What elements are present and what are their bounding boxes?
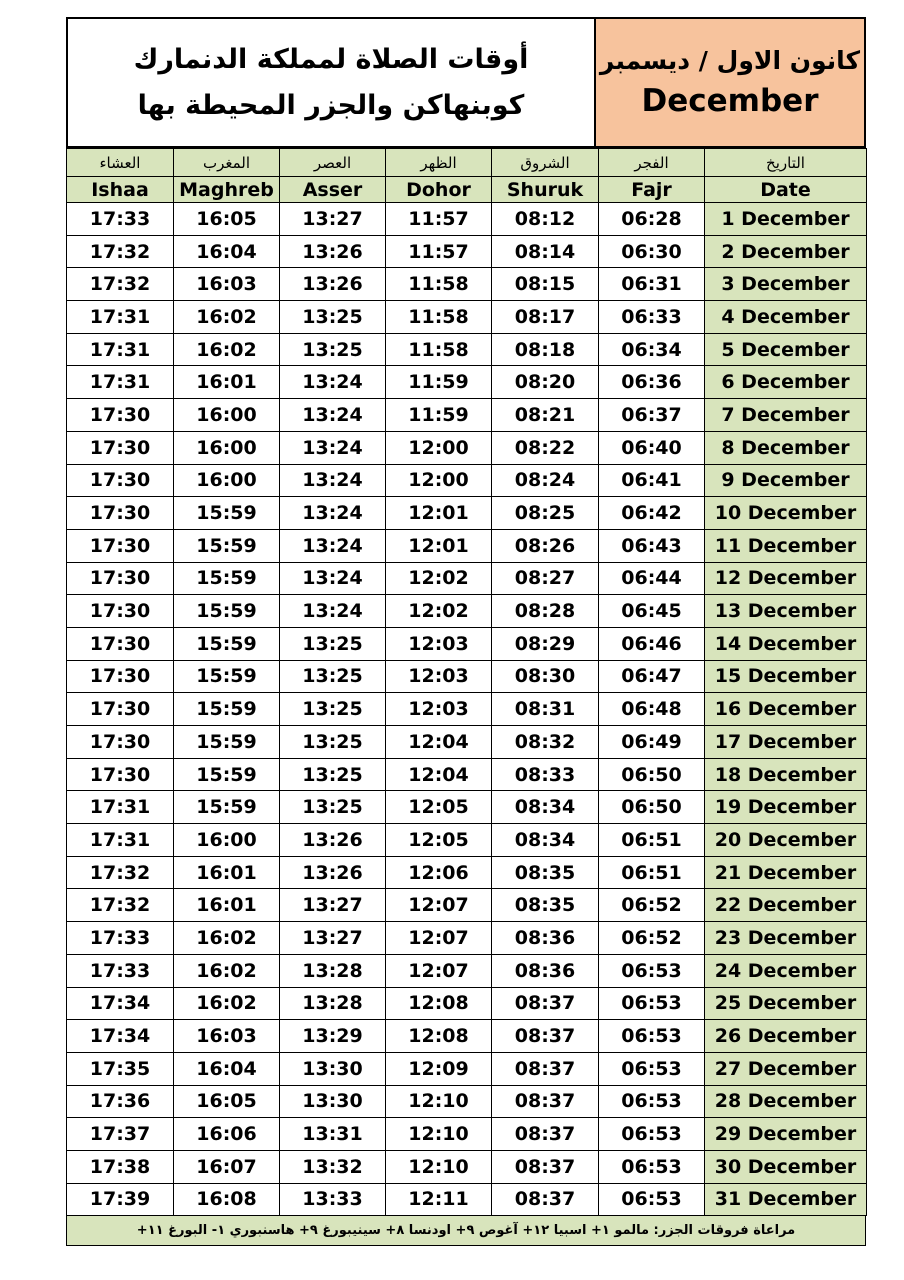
- time-cell: 15:59: [174, 497, 280, 530]
- date-cell: 7 December: [705, 399, 867, 432]
- time-cell: 13:24: [280, 366, 386, 399]
- time-cell: 15:59: [174, 627, 280, 660]
- time-cell: 06:53: [599, 1183, 705, 1216]
- time-cell: 06:28: [599, 203, 705, 236]
- time-cell: 12:03: [386, 693, 492, 726]
- time-cell: 08:12: [492, 203, 599, 236]
- month-english: December: [641, 82, 819, 119]
- time-cell: 08:32: [492, 726, 599, 759]
- table-row: [67, 1183, 867, 1216]
- time-cell: 06:50: [599, 758, 705, 791]
- column-header-ar: التاريخ: [705, 149, 867, 177]
- time-cell: 08:37: [492, 1085, 599, 1118]
- time-cell: 06:53: [599, 1020, 705, 1053]
- time-cell: 12:03: [386, 660, 492, 693]
- time-cell: 08:17: [492, 301, 599, 334]
- table-row: [67, 889, 867, 922]
- date-cell: 18 December: [705, 758, 867, 791]
- time-cell: 12:00: [386, 464, 492, 497]
- time-cell: 11:59: [386, 399, 492, 432]
- time-cell: 06:33: [599, 301, 705, 334]
- time-cell: 17:30: [67, 464, 174, 497]
- time-cell: 16:06: [174, 1118, 280, 1151]
- time-cell: 17:32: [67, 235, 174, 268]
- time-cell: 08:37: [492, 987, 599, 1020]
- time-cell: 17:32: [67, 268, 174, 301]
- date-cell: 12 December: [705, 562, 867, 595]
- time-cell: 16:03: [174, 268, 280, 301]
- time-cell: 12:01: [386, 497, 492, 530]
- time-cell: 17:31: [67, 301, 174, 334]
- time-cell: 15:59: [174, 660, 280, 693]
- time-cell: 08:37: [492, 1118, 599, 1151]
- time-cell: 13:26: [280, 824, 386, 857]
- table-row: [67, 693, 867, 726]
- time-cell: 13:32: [280, 1150, 386, 1183]
- time-cell: 08:33: [492, 758, 599, 791]
- time-cell: 12:10: [386, 1118, 492, 1151]
- table-row: [67, 529, 867, 562]
- time-cell: 08:14: [492, 235, 599, 268]
- time-cell: 12:11: [386, 1183, 492, 1216]
- time-cell: 06:53: [599, 1118, 705, 1151]
- month-arabic: كانون الاول / ديسمبر: [599, 45, 861, 75]
- time-cell: 13:24: [280, 399, 386, 432]
- time-cell: 17:34: [67, 1020, 174, 1053]
- time-cell: 11:59: [386, 366, 492, 399]
- month-box: [596, 19, 864, 146]
- time-cell: 17:30: [67, 693, 174, 726]
- time-cell: 13:25: [280, 758, 386, 791]
- arabic-header-row: [67, 149, 867, 177]
- time-cell: 13:25: [280, 627, 386, 660]
- time-cell: 17:32: [67, 856, 174, 889]
- column-header-en: Fajr: [599, 177, 705, 203]
- column-header-en: Shuruk: [492, 177, 599, 203]
- time-cell: 12:10: [386, 1150, 492, 1183]
- time-cell: 13:33: [280, 1183, 386, 1216]
- time-cell: 12:00: [386, 431, 492, 464]
- date-cell: 31 December: [705, 1183, 867, 1216]
- column-header-en: Maghreb: [174, 177, 280, 203]
- table-row: [67, 366, 867, 399]
- table-row: [67, 856, 867, 889]
- time-cell: 13:25: [280, 301, 386, 334]
- time-cell: 08:37: [492, 1150, 599, 1183]
- time-cell: 13:30: [280, 1052, 386, 1085]
- time-cell: 08:34: [492, 824, 599, 857]
- time-cell: 06:40: [599, 431, 705, 464]
- date-cell: 5 December: [705, 333, 867, 366]
- time-cell: 15:59: [174, 791, 280, 824]
- table-row: [67, 595, 867, 628]
- time-cell: 12:07: [386, 954, 492, 987]
- time-cell: 16:00: [174, 431, 280, 464]
- table-row: [67, 791, 867, 824]
- time-cell: 06:47: [599, 660, 705, 693]
- time-cell: 12:05: [386, 824, 492, 857]
- time-cell: 13:26: [280, 235, 386, 268]
- time-cell: 06:53: [599, 1085, 705, 1118]
- time-cell: 16:02: [174, 987, 280, 1020]
- time-cell: 13:25: [280, 660, 386, 693]
- date-cell: 21 December: [705, 856, 867, 889]
- time-cell: 13:25: [280, 791, 386, 824]
- date-cell: 25 December: [705, 987, 867, 1020]
- time-cell: 11:58: [386, 301, 492, 334]
- time-cell: 08:20: [492, 366, 599, 399]
- time-cell: 16:00: [174, 824, 280, 857]
- date-cell: 8 December: [705, 431, 867, 464]
- time-cell: 17:30: [67, 660, 174, 693]
- date-cell: 22 December: [705, 889, 867, 922]
- column-header-ar: العصر: [280, 149, 386, 177]
- table-row: [67, 399, 867, 432]
- time-cell: 13:24: [280, 464, 386, 497]
- time-cell: 08:15: [492, 268, 599, 301]
- table-row: [67, 1150, 867, 1183]
- time-cell: 17:37: [67, 1118, 174, 1151]
- table-row: [67, 562, 867, 595]
- title-line-1: أوقات الصلاة لمملكة الدنمارك: [133, 43, 529, 75]
- time-cell: 13:28: [280, 987, 386, 1020]
- time-cell: 17:30: [67, 529, 174, 562]
- date-cell: 23 December: [705, 922, 867, 955]
- time-cell: 11:57: [386, 203, 492, 236]
- time-cell: 12:06: [386, 856, 492, 889]
- time-cell: 06:53: [599, 1052, 705, 1085]
- time-cell: 17:33: [67, 922, 174, 955]
- time-cell: 13:29: [280, 1020, 386, 1053]
- column-header-ar: الظهر: [386, 149, 492, 177]
- time-cell: 17:38: [67, 1150, 174, 1183]
- time-cell: 13:24: [280, 595, 386, 628]
- prayer-times-sheet: [66, 17, 866, 1246]
- time-cell: 12:08: [386, 1020, 492, 1053]
- date-cell: 26 December: [705, 1020, 867, 1053]
- time-cell: 06:52: [599, 922, 705, 955]
- time-cell: 16:02: [174, 301, 280, 334]
- date-cell: 4 December: [705, 301, 867, 334]
- table-row: [67, 824, 867, 857]
- time-cell: 06:44: [599, 562, 705, 595]
- time-cell: 12:05: [386, 791, 492, 824]
- table-row: [67, 464, 867, 497]
- time-cell: 12:02: [386, 595, 492, 628]
- time-cell: 16:04: [174, 235, 280, 268]
- time-cell: 12:02: [386, 562, 492, 595]
- time-cell: 17:31: [67, 791, 174, 824]
- table-row: [67, 203, 867, 236]
- time-cell: 06:30: [599, 235, 705, 268]
- time-cell: 16:01: [174, 856, 280, 889]
- table-row: [67, 333, 867, 366]
- time-cell: 16:05: [174, 203, 280, 236]
- footer-note: مراعاة فروقات الجزر: مالمو ١+ اسبيا ١٢+ آغوص ٩+ اودنسا ٨+ سينيبورغ ٩+ هاسنبوري ١- البورغ ١١+: [66, 1216, 866, 1246]
- time-cell: 13:24: [280, 497, 386, 530]
- date-cell: 14 December: [705, 627, 867, 660]
- time-cell: 17:30: [67, 497, 174, 530]
- time-cell: 15:59: [174, 726, 280, 759]
- time-cell: 08:21: [492, 399, 599, 432]
- date-cell: 30 December: [705, 1150, 867, 1183]
- time-cell: 17:30: [67, 726, 174, 759]
- time-cell: 08:25: [492, 497, 599, 530]
- time-cell: 13:26: [280, 268, 386, 301]
- time-cell: 17:35: [67, 1052, 174, 1085]
- table-row: [67, 1118, 867, 1151]
- time-cell: 06:53: [599, 1150, 705, 1183]
- time-cell: 13:27: [280, 922, 386, 955]
- time-cell: 16:02: [174, 333, 280, 366]
- time-cell: 08:18: [492, 333, 599, 366]
- time-cell: 13:25: [280, 333, 386, 366]
- time-cell: 08:37: [492, 1052, 599, 1085]
- time-cell: 06:45: [599, 595, 705, 628]
- time-cell: 06:46: [599, 627, 705, 660]
- time-cell: 08:36: [492, 954, 599, 987]
- table-row: [67, 758, 867, 791]
- time-cell: 16:05: [174, 1085, 280, 1118]
- column-header-ar: العشاء: [67, 149, 174, 177]
- column-header-en: Ishaa: [67, 177, 174, 203]
- table-row: [67, 726, 867, 759]
- time-cell: 12:01: [386, 529, 492, 562]
- time-cell: 13:28: [280, 954, 386, 987]
- time-cell: 17:31: [67, 824, 174, 857]
- time-cell: 16:01: [174, 889, 280, 922]
- time-cell: 13:31: [280, 1118, 386, 1151]
- time-cell: 06:43: [599, 529, 705, 562]
- title-box: [68, 19, 596, 146]
- time-cell: 08:27: [492, 562, 599, 595]
- time-cell: 13:25: [280, 726, 386, 759]
- time-cell: 08:28: [492, 595, 599, 628]
- time-cell: 06:42: [599, 497, 705, 530]
- time-cell: 16:08: [174, 1183, 280, 1216]
- column-header-ar: الشروق: [492, 149, 599, 177]
- date-cell: 11 December: [705, 529, 867, 562]
- time-cell: 08:37: [492, 1020, 599, 1053]
- time-cell: 17:30: [67, 627, 174, 660]
- date-cell: 27 December: [705, 1052, 867, 1085]
- date-cell: 1 December: [705, 203, 867, 236]
- time-cell: 08:37: [492, 1183, 599, 1216]
- time-cell: 08:24: [492, 464, 599, 497]
- time-cell: 13:24: [280, 562, 386, 595]
- prayer-times-table: [66, 148, 867, 1216]
- date-cell: 13 December: [705, 595, 867, 628]
- time-cell: 17:31: [67, 333, 174, 366]
- date-cell: 10 December: [705, 497, 867, 530]
- time-cell: 06:51: [599, 824, 705, 857]
- time-cell: 12:09: [386, 1052, 492, 1085]
- time-cell: 06:34: [599, 333, 705, 366]
- time-cell: 06:36: [599, 366, 705, 399]
- english-header-row: [67, 177, 867, 203]
- table-row: [67, 660, 867, 693]
- time-cell: 13:25: [280, 693, 386, 726]
- time-cell: 08:34: [492, 791, 599, 824]
- time-cell: 13:27: [280, 203, 386, 236]
- date-cell: 28 December: [705, 1085, 867, 1118]
- time-cell: 08:29: [492, 627, 599, 660]
- table-row: [67, 431, 867, 464]
- time-cell: 16:04: [174, 1052, 280, 1085]
- time-cell: 08:36: [492, 922, 599, 955]
- time-cell: 13:30: [280, 1085, 386, 1118]
- time-cell: 08:26: [492, 529, 599, 562]
- date-cell: 6 December: [705, 366, 867, 399]
- time-cell: 11:58: [386, 268, 492, 301]
- time-cell: 06:37: [599, 399, 705, 432]
- time-cell: 17:39: [67, 1183, 174, 1216]
- time-cell: 17:32: [67, 889, 174, 922]
- time-cell: 15:59: [174, 562, 280, 595]
- time-cell: 06:51: [599, 856, 705, 889]
- date-cell: 20 December: [705, 824, 867, 857]
- time-cell: 06:52: [599, 889, 705, 922]
- time-cell: 13:24: [280, 529, 386, 562]
- column-header-en: Asser: [280, 177, 386, 203]
- date-cell: 17 December: [705, 726, 867, 759]
- table-row: [67, 268, 867, 301]
- time-cell: 16:00: [174, 464, 280, 497]
- date-cell: 16 December: [705, 693, 867, 726]
- time-cell: 12:10: [386, 1085, 492, 1118]
- time-cell: 17:30: [67, 758, 174, 791]
- time-cell: 16:03: [174, 1020, 280, 1053]
- time-cell: 15:59: [174, 693, 280, 726]
- time-cell: 13:24: [280, 431, 386, 464]
- table-row: [67, 301, 867, 334]
- table-row: [67, 497, 867, 530]
- table-row: [67, 1020, 867, 1053]
- time-cell: 16:01: [174, 366, 280, 399]
- time-cell: 08:31: [492, 693, 599, 726]
- time-cell: 06:41: [599, 464, 705, 497]
- date-cell: 15 December: [705, 660, 867, 693]
- time-cell: 12:07: [386, 922, 492, 955]
- sheet-header: [66, 17, 866, 148]
- date-cell: 2 December: [705, 235, 867, 268]
- time-cell: 17:36: [67, 1085, 174, 1118]
- time-cell: 17:34: [67, 987, 174, 1020]
- time-cell: 17:30: [67, 431, 174, 464]
- date-cell: 19 December: [705, 791, 867, 824]
- time-cell: 11:57: [386, 235, 492, 268]
- time-cell: 12:04: [386, 758, 492, 791]
- date-cell: 24 December: [705, 954, 867, 987]
- time-cell: 17:30: [67, 399, 174, 432]
- time-cell: 13:26: [280, 856, 386, 889]
- time-cell: 16:02: [174, 954, 280, 987]
- time-cell: 11:58: [386, 333, 492, 366]
- time-cell: 15:59: [174, 529, 280, 562]
- table-row: [67, 627, 867, 660]
- date-cell: 9 December: [705, 464, 867, 497]
- column-header-ar: الفجر: [599, 149, 705, 177]
- time-cell: 17:30: [67, 562, 174, 595]
- column-header-en: Date: [705, 177, 867, 203]
- column-header-en: Dohor: [386, 177, 492, 203]
- time-cell: 17:31: [67, 366, 174, 399]
- time-cell: 06:50: [599, 791, 705, 824]
- time-cell: 12:08: [386, 987, 492, 1020]
- time-cell: 08:22: [492, 431, 599, 464]
- time-cell: 08:35: [492, 856, 599, 889]
- time-cell: 17:30: [67, 595, 174, 628]
- time-cell: 16:07: [174, 1150, 280, 1183]
- time-cell: 16:02: [174, 922, 280, 955]
- table-row: [67, 987, 867, 1020]
- time-cell: 06:48: [599, 693, 705, 726]
- time-cell: 17:33: [67, 203, 174, 236]
- column-header-ar: المغرب: [174, 149, 280, 177]
- title-line-2: كوبنهاكن والجزر المحيطة بها: [137, 89, 525, 121]
- time-cell: 15:59: [174, 595, 280, 628]
- table-row: [67, 1085, 867, 1118]
- time-cell: 08:35: [492, 889, 599, 922]
- time-cell: 16:00: [174, 399, 280, 432]
- time-cell: 12:07: [386, 889, 492, 922]
- time-cell: 17:33: [67, 954, 174, 987]
- table-row: [67, 1052, 867, 1085]
- time-cell: 06:49: [599, 726, 705, 759]
- time-cell: 08:30: [492, 660, 599, 693]
- time-cell: 06:53: [599, 987, 705, 1020]
- date-cell: 29 December: [705, 1118, 867, 1151]
- table-row: [67, 954, 867, 987]
- time-cell: 12:03: [386, 627, 492, 660]
- table-row: [67, 922, 867, 955]
- time-cell: 15:59: [174, 758, 280, 791]
- time-cell: 12:04: [386, 726, 492, 759]
- date-cell: 3 December: [705, 268, 867, 301]
- time-cell: 06:53: [599, 954, 705, 987]
- time-cell: 13:27: [280, 889, 386, 922]
- time-cell: 06:31: [599, 268, 705, 301]
- table-row: [67, 235, 867, 268]
